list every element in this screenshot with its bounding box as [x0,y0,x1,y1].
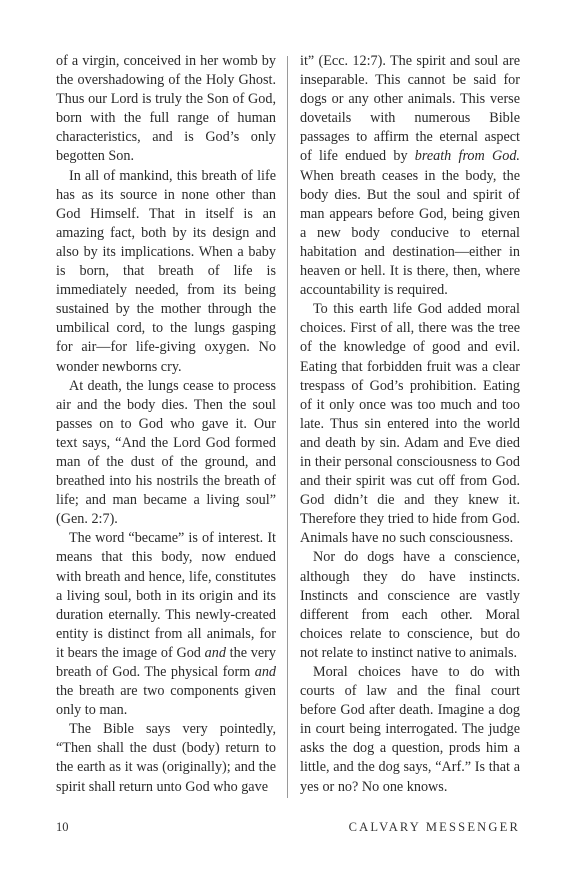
right-paragraph-4: Moral choices have to do with courts of law and the final court before God after death. Imagine a dog in court being interrogated. The judge asks the dog a question, prods him a little, and the dog says, “Arf.” Is that a yes or no? No one knows. [300,664,520,795]
text-run: the breath are two components given only to man. [56,683,276,719]
right-column [300,52,520,797]
page-number: 10 [56,820,69,834]
left-paragraph-1: of a virgin, conceived in her womb by the overshadowing of the Holy Ghost. Thus our Lord is truly the Son of God, born with the full range of human characteristics, and is God’s only begotten Son. [56,53,276,165]
column-divider [287,56,288,798]
emphasis: and [254,664,276,680]
left-paragraph-5: The Bible says very pointedly, “Then shall the dust (body) return to the earth as it was (originally); and the spirit shall return unto God who gave [56,721,276,795]
emphasis: and [204,644,226,661]
text-run: The word “became” is of interest. It means that this body, now endued with breath and hence, life, constitutes a living soul, both in its origin and its duration eternally. This newly-created entity is distinct from all animals, for it bears the image of God [56,530,276,661]
text-run: When breath ceases in the body, the body dies. But the soul and spirit of man appears before God, being given a new body conducive to eternal habitation and destination—either in heaven or hell. It is there, then, where accountability is required. [300,167,520,299]
publication-title: CALVARY MESSENGER [348,820,520,834]
left-paragraph-3: At death, the lungs cease to process air and the body dies. Then the soul passes on to God who gave it. Our text says, “And the Lord God formed man of the dust of the ground, and breathed into his nostrils the breath of life; and man became a living soul” (Gen. 2:7). [56,377,276,528]
right-paragraph-2: To this earth life God added moral choices. First of all, there was the tree of the knowledge of good and evil. Eating that forbidden fruit was a clear trespass of God’s prohibition. Eating of it only once was too much and too late. Thus sin entered into the world and death by sin. Adam and Eve died in their personal consciousness to God and their spirit was cut off from God. God didn’t die and they knew it. Therefore they tried to hide from God. Animals have no such consciousness. [300,301,520,547]
text-run: it” (Ecc. 12:7). The spirit and soul are inseparable. This cannot be said for dogs or any other animals. This verse dovetails with numerous Bible passages to affirm the eternal aspect of life endued by [300,53,520,165]
left-paragraph-2: In all of mankind, this breath of life has as its source in none other than God Himself. That in itself is an amazing fact, both by its design and also by its implications. When a baby is born, that breath of life is immediately needed, from its being sustained by the mother through the umbilical cord, to the lungs gasping for air—for life-giving oxygen. No wonder newborns cry. [56,167,276,375]
text-run: the very breath of God. The physical form [56,644,276,680]
left-paragraph-4 [56,529,276,720]
left-column [56,52,276,797]
emphasis: breath from God. [414,148,520,165]
right-paragraph-1 [300,52,520,300]
right-paragraph-3: Nor do dogs have a conscience, although they do have instincts. Instincts and conscience are vastly different from each other. Moral choices relate to conscience, but do not relate to instinct native to animals. [300,549,520,661]
